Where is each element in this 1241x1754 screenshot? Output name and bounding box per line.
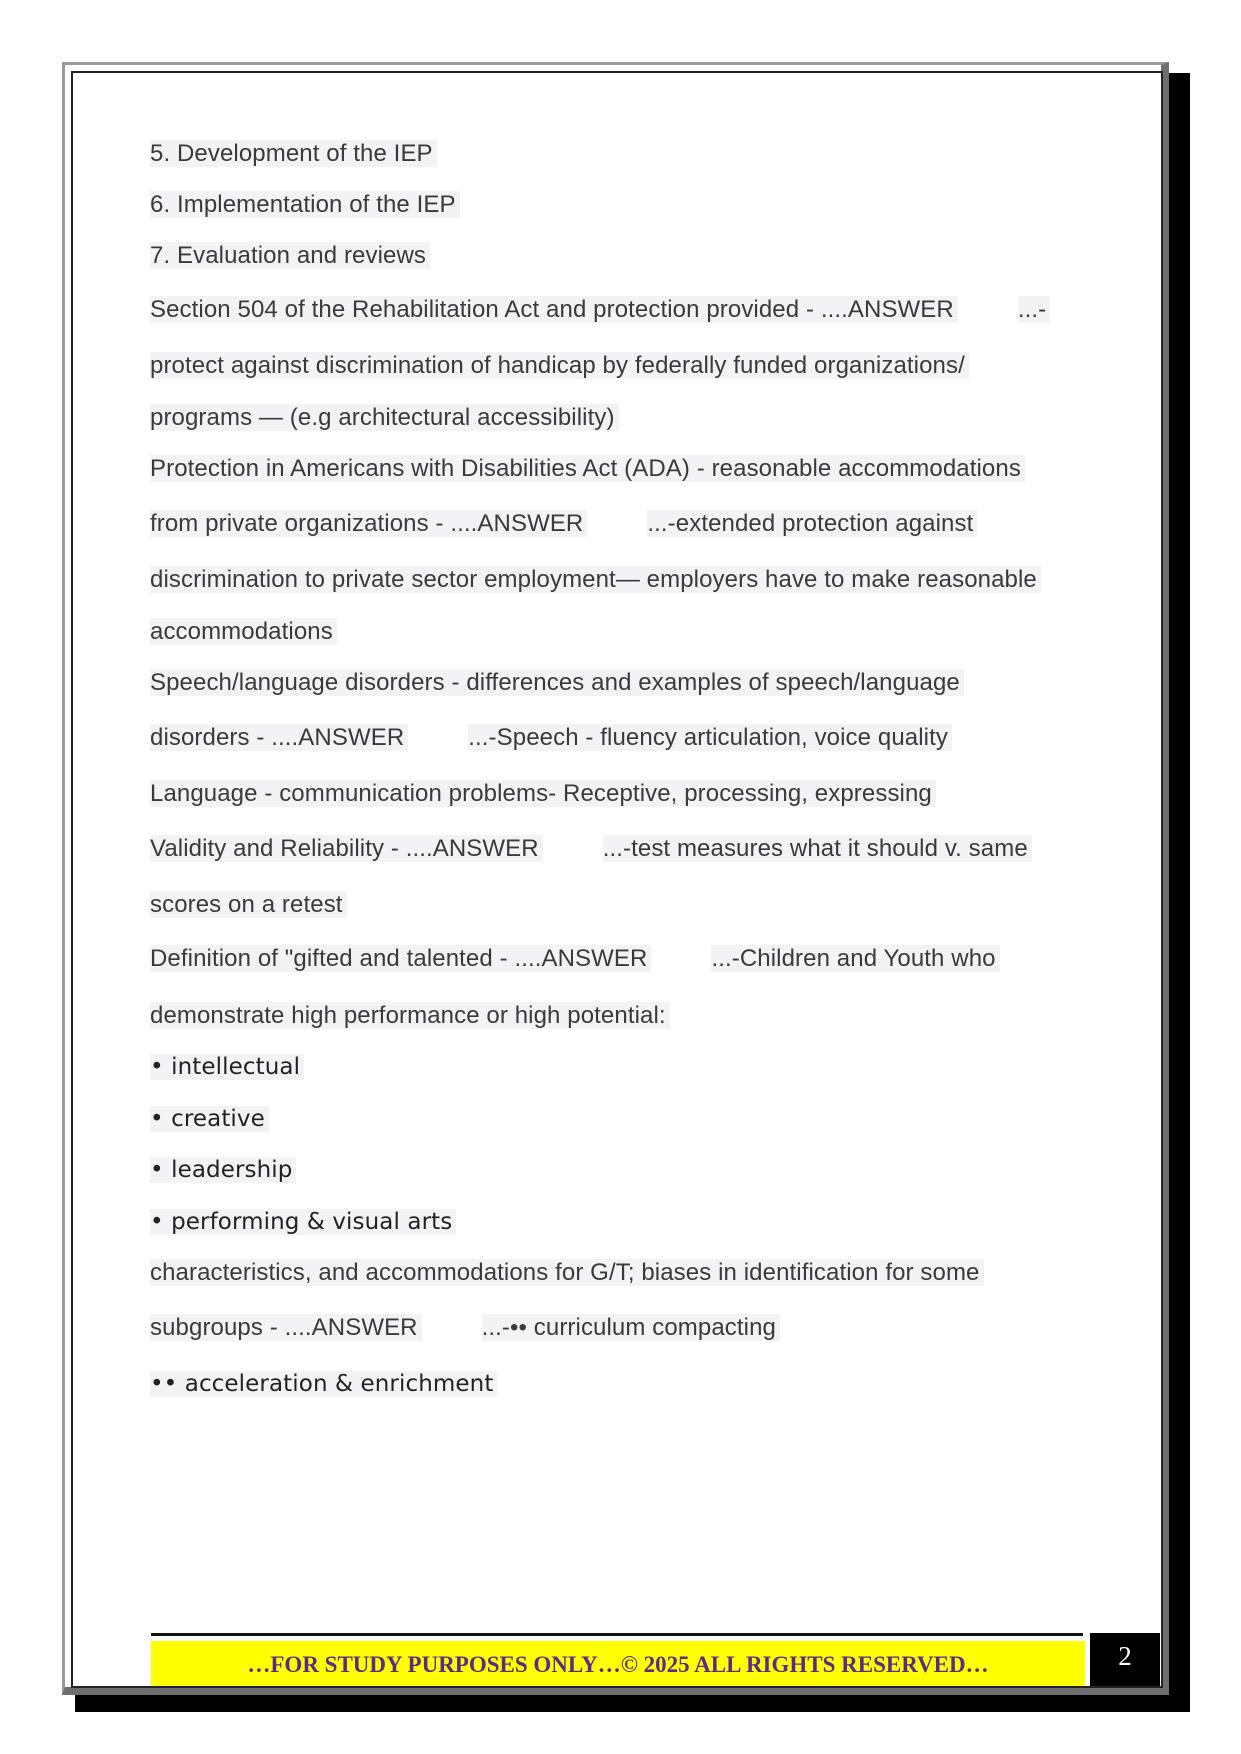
answer-line: discrimination to private sector employment— employers have to make reasonable [150,563,1041,597]
footer-divider [151,1633,1083,1636]
question-line: Speech/language disorders - differences and examples of speech/language [150,666,964,700]
bullet-item: • performing & visual arts [150,1205,456,1239]
question-line: disorders - ....ANSWER ...-Speech - fluency articulation, voice quality [150,721,952,755]
answer-line: demonstrate high performance or high potential: [150,999,670,1033]
bullet-item: • intellectual [150,1050,304,1084]
answer-line: protect against discrimination of handicap by federally funded organizations/ [150,349,969,383]
question-line: Protection in Americans with Disabilities Act (ADA) - reasonable accommodations [150,452,1025,486]
question-line: Validity and Reliability - ....ANSWER ...-test measures what it should v. same [150,832,1032,866]
footer-notice: …FOR STUDY PURPOSES ONLY…© 2025 ALL RIGHTS RESERVED… [151,1641,1085,1686]
page-number: 2 [1090,1633,1160,1686]
list-item: 6. Implementation of the IEP [150,188,460,222]
bullet-item: •• acceleration & enrichment [150,1367,497,1401]
answer-line: Language - communication problems- Receptive, processing, expressing [150,777,936,811]
answer-line: accommodations [150,615,337,649]
question-line: Section 504 of the Rehabilitation Act and protection provided - ....ANSWER ...- [150,293,1050,327]
bullet-item: • creative [150,1102,269,1136]
list-item: 7. Evaluation and reviews [150,239,430,273]
question-line: subgroups - ....ANSWER ...-•• curriculum compacting [150,1311,780,1345]
answer-line: programs — (e.g architectural accessibility) [150,401,619,435]
question-line: characteristics, and accommodations for G/T; biases in identification for some [150,1256,984,1290]
answer-line: scores on a retest [150,888,347,922]
question-line: Definition of "gifted and talented - ....ANSWER ...-Children and Youth who [150,942,1000,976]
question-line: from private organizations - ....ANSWER ...-extended protection against [150,507,977,541]
bullet-item: • leadership [150,1153,296,1187]
list-item: 5. Development of the IEP [150,137,437,171]
